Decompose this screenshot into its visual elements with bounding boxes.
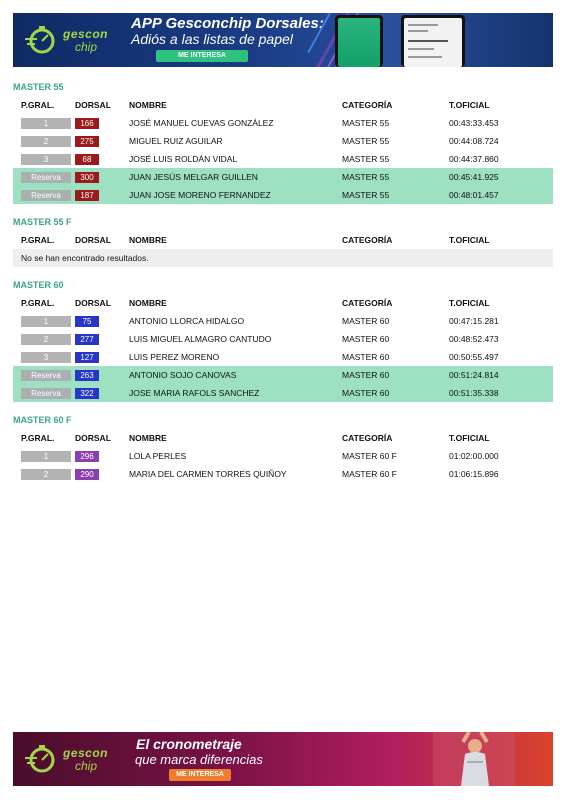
header-pos: P.GRAL. — [21, 298, 55, 308]
bib-badge: 275 — [75, 136, 99, 147]
category: MASTER 60 — [342, 352, 390, 362]
banner-title: El cronometraje — [136, 736, 242, 752]
position-badge: 3 — [21, 352, 71, 363]
official-time: 00:45:41.925 — [449, 172, 499, 182]
section-title: MASTER 55 — [13, 82, 64, 92]
bib-badge: 296 — [75, 451, 99, 462]
category: MASTER 55 — [342, 190, 390, 200]
official-time: 00:51:35.338 — [449, 388, 499, 398]
table-header — [13, 294, 553, 312]
table-row — [13, 132, 553, 150]
me-interesa-button[interactable]: ME INTERESA — [156, 50, 248, 62]
bottom-banner-ad[interactable] — [13, 732, 553, 786]
athlete-name: MIGUEL RUIZ AGUILAR — [129, 136, 223, 146]
athlete-name: LUIS PEREZ MORENO — [129, 352, 220, 362]
table-row-reserve — [13, 186, 553, 204]
position-badge: Reserva — [21, 190, 71, 201]
header-category: CATEGORÍA — [342, 433, 393, 443]
table-row-reserve — [13, 168, 553, 186]
table-header — [13, 429, 553, 447]
header-bib: DORSAL — [75, 100, 111, 110]
banner-subtitle: Adiós a las listas de papel — [131, 31, 293, 47]
banner-subtitle: que marca diferencias — [135, 752, 263, 767]
phone-mockup-list — [401, 15, 465, 67]
position-badge: 1 — [21, 316, 71, 327]
banner-title: APP Gesconchip Dorsales: — [131, 15, 324, 32]
header-pos: P.GRAL. — [21, 235, 55, 245]
position-badge: 3 — [21, 154, 71, 165]
bib-badge: 263 — [75, 370, 99, 381]
official-time: 00:48:52.473 — [449, 334, 499, 344]
athlete-name: LOLA PERLES — [129, 451, 187, 461]
category: MASTER 55 — [342, 136, 390, 146]
header-time: T.OFICIAL — [449, 235, 490, 245]
official-time: 00:44:08.724 — [449, 136, 499, 146]
gesconchip-logo — [23, 740, 123, 778]
logo-text-gescon: gescon — [63, 746, 109, 760]
category: MASTER 55 — [342, 118, 390, 128]
official-time: 00:47:15.281 — [449, 316, 499, 326]
gesconchip-logo — [23, 21, 123, 59]
no-results-message: No se han encontrado resultados. — [13, 249, 553, 267]
header-time: T.OFICIAL — [449, 100, 490, 110]
table-row-reserve — [13, 366, 553, 384]
logo-text-gescon: gescon — [63, 27, 109, 41]
athlete-photo — [433, 732, 515, 786]
athlete-name: MARIA DEL CARMEN TORRES QUIÑOY — [129, 469, 287, 479]
table-row — [13, 150, 553, 168]
me-interesa-button[interactable]: ME INTERESA — [169, 769, 231, 781]
athlete-name: ANTONIO LLORCA HIDALGO — [129, 316, 245, 326]
table-row — [13, 447, 553, 465]
official-time: 00:50:55.497 — [449, 352, 499, 362]
section-title: MASTER 55 F — [13, 217, 72, 227]
athlete-name: JUAN JESÚS MELGAR GUILLEN — [129, 172, 258, 182]
athlete-name: JUAN JOSE MORENO FERNANDEZ — [129, 190, 271, 200]
official-time: 01:06:15.896 — [449, 469, 499, 479]
stopwatch-logo-icon — [23, 744, 61, 774]
bib-badge: 68 — [75, 154, 99, 165]
bib-badge: 277 — [75, 334, 99, 345]
bib-badge: 75 — [75, 316, 99, 327]
official-time: 00:51:24.814 — [449, 370, 499, 380]
position-badge: Reserva — [21, 172, 71, 183]
stopwatch-logo-icon — [23, 25, 61, 55]
table-row — [13, 348, 553, 366]
logo-text-chip: chip — [75, 40, 98, 54]
category: MASTER 60 — [342, 316, 390, 326]
table-row-reserve — [13, 384, 553, 402]
header-name: NOMBRE — [129, 235, 167, 245]
bib-badge: 322 — [75, 388, 99, 399]
category: MASTER 60 F — [342, 469, 397, 479]
table-row — [13, 114, 553, 132]
bib-badge: 187 — [75, 190, 99, 201]
position-badge: 1 — [21, 118, 71, 129]
official-time: 00:48:01.457 — [449, 190, 499, 200]
category: MASTER 55 — [342, 172, 390, 182]
phone-mockup-green — [335, 15, 383, 67]
header-pos: P.GRAL. — [21, 433, 55, 443]
athlete-name: JOSÉ LUIS ROLDÁN VIDAL — [129, 154, 238, 164]
section-title: MASTER 60 F — [13, 415, 72, 425]
official-time: 00:43:33.453 — [449, 118, 499, 128]
header-pos: P.GRAL. — [21, 100, 55, 110]
header-time: T.OFICIAL — [449, 298, 490, 308]
bib-badge: 290 — [75, 469, 99, 480]
header-category: CATEGORÍA — [342, 235, 393, 245]
header-name: NOMBRE — [129, 298, 167, 308]
athlete-name: JOSE MARIA RAFOLS SANCHEZ — [129, 388, 260, 398]
position-badge: 1 — [21, 451, 71, 462]
position-badge: Reserva — [21, 370, 71, 381]
position-badge: Reserva — [21, 388, 71, 399]
header-bib: DORSAL — [75, 298, 111, 308]
position-badge: 2 — [21, 136, 71, 147]
position-badge: 2 — [21, 469, 71, 480]
athlete-name: LUIS MIGUEL ALMAGRO CANTUDO — [129, 334, 272, 344]
header-category: CATEGORÍA — [342, 298, 393, 308]
category: MASTER 60 — [342, 370, 390, 380]
table-row — [13, 312, 553, 330]
category: MASTER 60 — [342, 388, 390, 398]
official-time: 00:44:37.860 — [449, 154, 499, 164]
header-bib: DORSAL — [75, 433, 111, 443]
bib-badge: 127 — [75, 352, 99, 363]
bib-badge: 300 — [75, 172, 99, 183]
category: MASTER 60 — [342, 334, 390, 344]
athlete-name: ANTONIO SOJO CANOVAS — [129, 370, 237, 380]
header-name: NOMBRE — [129, 433, 167, 443]
table-row — [13, 465, 553, 483]
official-time: 01:02:00.000 — [449, 451, 499, 461]
section-title: MASTER 60 — [13, 280, 64, 290]
athlete-name: JOSÉ MANUEL CUEVAS GONZÁLEZ — [129, 118, 274, 128]
table-header — [13, 231, 553, 249]
results-list — [13, 78, 553, 483]
header-name: NOMBRE — [129, 100, 167, 110]
bib-badge: 166 — [75, 118, 99, 129]
logo-text-chip: chip — [75, 759, 98, 773]
top-banner-ad[interactable] — [13, 13, 553, 67]
table-row — [13, 330, 553, 348]
position-badge: 2 — [21, 334, 71, 345]
table-header — [13, 96, 553, 114]
header-time: T.OFICIAL — [449, 433, 490, 443]
category: MASTER 60 F — [342, 451, 397, 461]
header-category: CATEGORÍA — [342, 100, 393, 110]
header-bib: DORSAL — [75, 235, 111, 245]
category: MASTER 55 — [342, 154, 390, 164]
